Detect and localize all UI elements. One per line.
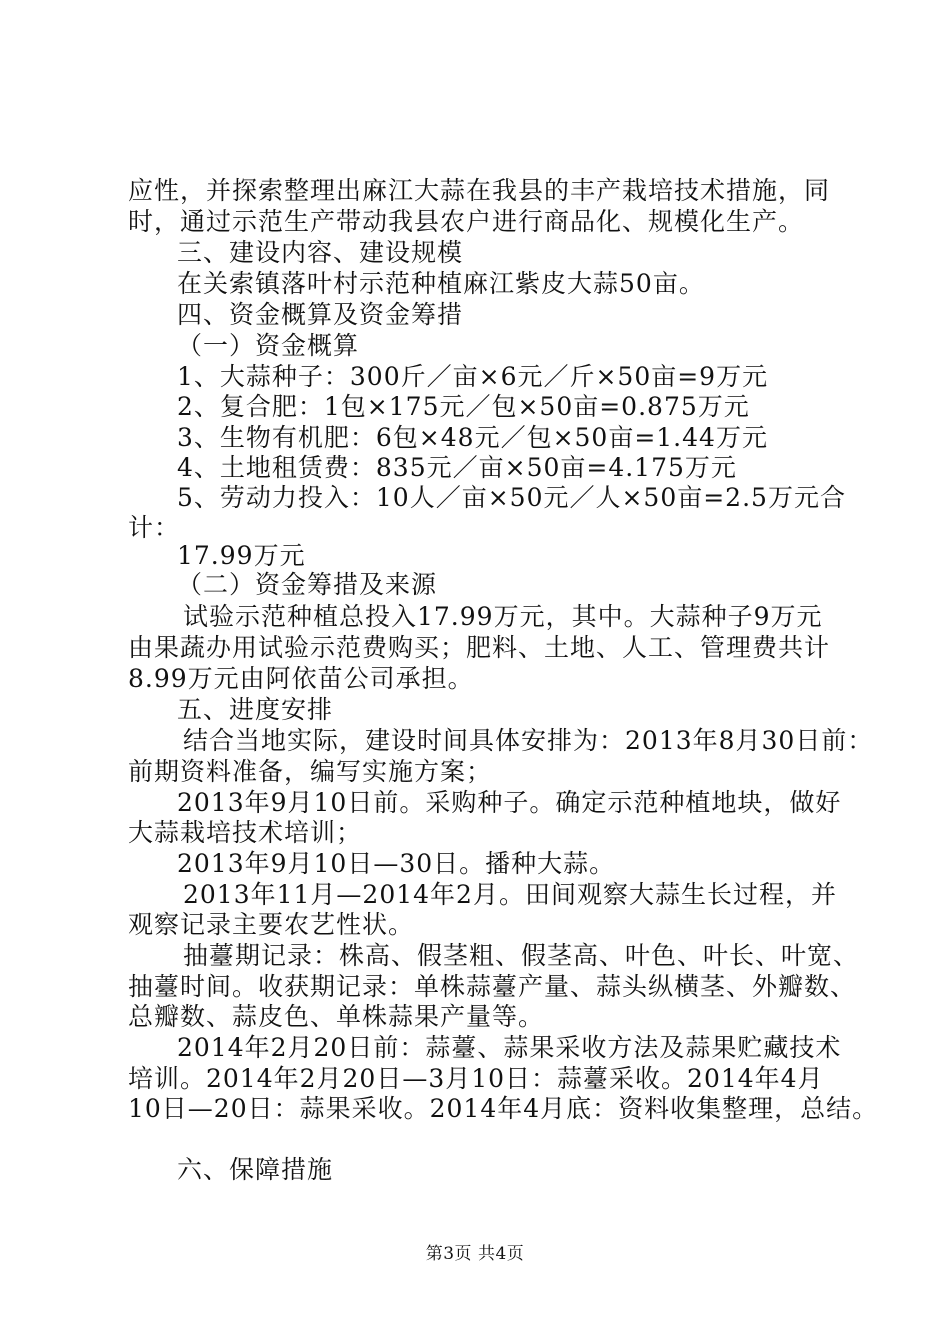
section-heading: 六、保障措施	[177, 1155, 334, 1184]
paragraph-line: 8.99万元由阿依苗公司承担。	[128, 664, 474, 693]
paragraph-line: 观察记录主要农艺性状。	[128, 910, 415, 939]
paragraph-line: 计：	[128, 513, 181, 542]
paragraph-line: 培训。2014年2月20日—3月10日：蒜薹采收。2014年4月	[128, 1064, 824, 1093]
section-heading: 五、进度安排	[177, 695, 334, 724]
budget-item: 3、生物有机肥：6包×48元／包×50亩=1.44万元	[177, 423, 768, 452]
paragraph-line: 2013年9月10日前。采购种子。确定示范种植地块，做好	[177, 788, 842, 817]
paragraph-line: 2013年11月—2014年2月。田间观察大蒜生长过程，并	[183, 880, 837, 909]
subsection-heading: （二）资金筹措及来源	[177, 570, 438, 599]
paragraph-line: 抽薹时间。收获期记录：单株蒜薹产量、蒜头纵横茎、外瓣数、	[128, 972, 857, 1001]
section-heading: 三、建设内容、建设规模	[177, 238, 464, 267]
paragraph-line: 2013年9月10日—30日。播种大蒜。	[177, 849, 616, 878]
paragraph-line: 结合当地实际，建设时间具体安排为：2013年8月30日前：	[183, 726, 874, 755]
page-number-footer: 第3页 共4页	[425, 1244, 525, 1264]
paragraph-line: 大蒜栽培技术培训；	[128, 818, 363, 847]
paragraph-line: 由果蔬办用试验示范费购买；肥料、土地、人工、管理费共计	[128, 633, 831, 662]
paragraph-line: 试验示范种植总投入17.99万元，其中。大蒜种子9万元	[183, 602, 823, 631]
paragraph-line: 抽薹期记录：株高、假茎粗、假茎高、叶色、叶长、叶宽、	[183, 941, 860, 970]
budget-item: 5、劳动力投入：10人／亩×50元／人×50亩=2.5万元合	[177, 483, 846, 512]
section-heading: 四、资金概算及资金筹措	[177, 300, 464, 329]
paragraph-line: 前期资料准备，编写实施方案；	[128, 757, 493, 786]
subsection-heading: （一）资金概算	[177, 331, 360, 360]
paragraph-line: 应性，并探索整理出麻江大蒜在我县的丰产栽培技术措施，同	[128, 176, 831, 205]
paragraph-line: 总瓣数、蒜皮色、单株蒜果产量等。	[128, 1002, 545, 1031]
paragraph-line: 2014年2月20日前：蒜薹、蒜果采收方法及蒜果贮藏技术	[177, 1033, 842, 1062]
budget-item: 1、大蒜种子：300斤／亩×6元／斤×50亩=9万元	[177, 362, 769, 391]
budget-item: 4、土地租赁费：835元／亩×50亩=4.175万元	[177, 453, 737, 482]
paragraph-line: 在关索镇落叶村示范种植麻江紫皮大蒜50亩。	[177, 269, 705, 298]
paragraph-line: 时，通过示范生产带动我县农户进行商品化、规模化生产。	[128, 207, 805, 236]
paragraph-line: 10日—20日：蒜果采收。2014年4月底：资料收集整理，总结。	[128, 1094, 879, 1123]
budget-total: 17.99万元	[177, 541, 306, 570]
budget-item: 2、复合肥：1包×175元／包×50亩=0.875万元	[177, 392, 750, 421]
